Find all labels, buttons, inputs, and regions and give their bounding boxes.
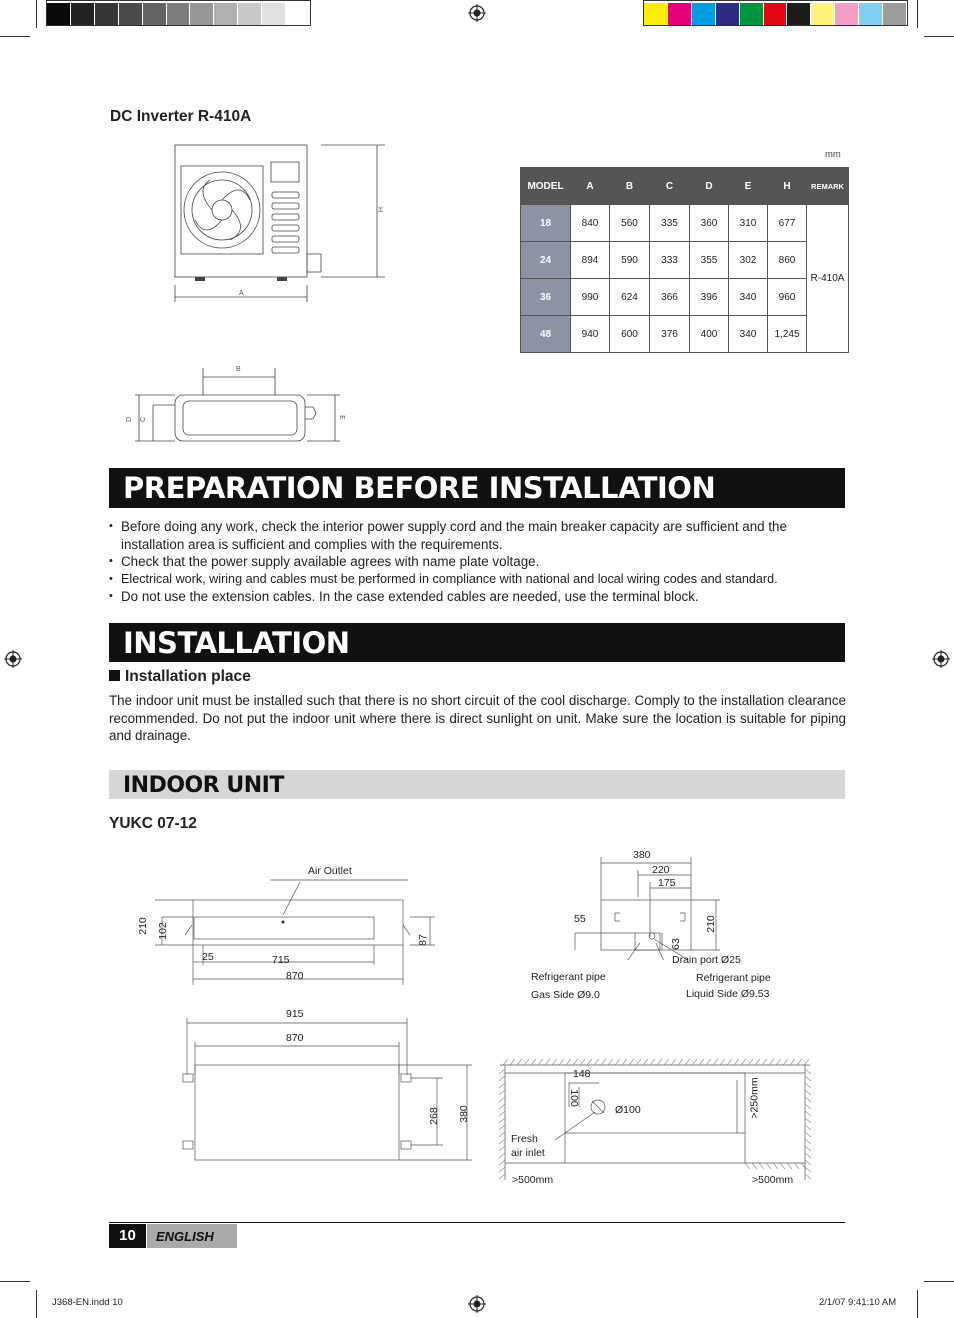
hatch-line bbox=[805, 1132, 811, 1137]
hatch-line bbox=[692, 1059, 697, 1065]
color-swatch bbox=[95, 3, 118, 25]
hatch-line bbox=[499, 1139, 505, 1144]
color-swatch bbox=[716, 3, 739, 25]
hatch-line bbox=[805, 1083, 811, 1088]
hatch-line bbox=[805, 1111, 811, 1116]
crop-mark bbox=[917, 0, 918, 28]
installation-place-label: Installation place bbox=[125, 668, 251, 685]
table-cell: 333 bbox=[650, 242, 690, 279]
footer-rule bbox=[109, 1222, 845, 1223]
color-swatch bbox=[668, 3, 691, 25]
indoor-side-drawing bbox=[570, 855, 730, 960]
outdoor-unit-top-drawing bbox=[125, 365, 350, 450]
crop-mark bbox=[917, 1290, 918, 1318]
color-swatch bbox=[787, 3, 810, 25]
hatch-line bbox=[713, 1059, 718, 1065]
hatch-line bbox=[745, 1163, 750, 1169]
list-item: • Electrical work, wiring and cables must be performed in compliance with national and local wiring codes and standard. bbox=[109, 571, 849, 589]
hatch-line bbox=[643, 1059, 648, 1065]
file-name: J368-EN.indd 10 bbox=[52, 1297, 123, 1308]
dim-175: 175 bbox=[658, 877, 676, 889]
indoor-model-heading: YUKC 07-12 bbox=[109, 815, 197, 832]
hatch-line bbox=[787, 1163, 792, 1169]
outdoor-unit-front-drawing bbox=[165, 140, 395, 305]
installation-place-heading bbox=[109, 668, 251, 686]
color-bar bbox=[643, 0, 908, 26]
gray-color-bar bbox=[46, 0, 311, 26]
hatch-line bbox=[499, 1090, 505, 1095]
table-header: E bbox=[729, 168, 768, 205]
dim-870-top: 870 bbox=[286, 1032, 304, 1044]
table-row bbox=[521, 242, 849, 279]
color-swatch bbox=[214, 3, 237, 25]
hatch-line bbox=[727, 1059, 732, 1065]
hatch-line bbox=[629, 1059, 634, 1065]
timestamp: 2/1/07 9:41:10 AM bbox=[819, 1297, 897, 1308]
color-swatch bbox=[143, 3, 166, 25]
table-cell: 1,245 bbox=[768, 316, 807, 353]
hatch-line bbox=[678, 1059, 683, 1065]
dimension-table bbox=[520, 167, 849, 353]
registration-mark-icon bbox=[4, 650, 22, 668]
hatch-line bbox=[503, 1059, 508, 1065]
table-cell: 36 bbox=[521, 279, 571, 316]
dim-268: 268 bbox=[427, 1107, 440, 1125]
table-row bbox=[521, 279, 849, 316]
dim-55: 55 bbox=[574, 913, 586, 925]
dim-148: 148 bbox=[573, 1068, 591, 1080]
hatch-line bbox=[594, 1059, 599, 1065]
language-label: ENGLISH bbox=[147, 1224, 237, 1248]
dim-715: 715 bbox=[272, 954, 290, 966]
hatch-line bbox=[720, 1059, 725, 1065]
hatch-line bbox=[805, 1097, 811, 1102]
color-swatch bbox=[71, 3, 94, 25]
table-row bbox=[521, 316, 849, 353]
hatch-line bbox=[773, 1163, 778, 1169]
dim-25: 25 bbox=[202, 951, 214, 963]
dim-63: 63 bbox=[669, 938, 682, 950]
hatch-line bbox=[657, 1059, 662, 1065]
hatch-line bbox=[587, 1059, 592, 1065]
crop-mark bbox=[0, 1281, 30, 1282]
hatch-line bbox=[748, 1059, 753, 1065]
drain-port-label: Drain port Ø25 bbox=[672, 954, 741, 966]
unit-label: mm bbox=[825, 149, 841, 160]
dim-220: 220 bbox=[652, 864, 670, 876]
table-cell: 18 bbox=[521, 205, 571, 242]
hatch-line bbox=[552, 1059, 557, 1065]
hatch-line bbox=[797, 1059, 802, 1065]
table-cell: 590 bbox=[610, 242, 650, 279]
hatch-line bbox=[805, 1146, 811, 1151]
hatch-line bbox=[573, 1059, 578, 1065]
fresh-air-label-2: air inlet bbox=[511, 1147, 545, 1159]
prep-section-title: PREPARATION BEFORE INSTALLATION bbox=[109, 468, 845, 508]
table-cell: 894 bbox=[571, 242, 610, 279]
table-header: B bbox=[610, 168, 650, 205]
indoor-top-drawing bbox=[175, 1015, 480, 1165]
list-item: • Before doing any work, check the interior power supply cord and the main breaker capacity are sufficient and the installation area is sufficient and complies with the requirements. bbox=[109, 518, 849, 553]
refrigerant-gas-size: Gas Side Ø9.0 bbox=[531, 989, 600, 1001]
color-swatch bbox=[47, 3, 70, 25]
table-header: H bbox=[768, 168, 807, 205]
hatch-line bbox=[559, 1059, 564, 1065]
hatch-line bbox=[499, 1153, 505, 1158]
table-cell: 340 bbox=[729, 316, 768, 353]
hatch-line bbox=[794, 1163, 799, 1169]
table-header: MODEL bbox=[521, 168, 571, 205]
crop-mark bbox=[36, 0, 37, 28]
hatch-line bbox=[706, 1059, 711, 1065]
registration-mark-icon bbox=[468, 1295, 486, 1313]
fresh-air-label-1: Fresh bbox=[511, 1133, 538, 1145]
dim-label-h: H bbox=[376, 206, 384, 213]
dim-210-front: 210 bbox=[136, 917, 149, 935]
hatch-line bbox=[805, 1153, 811, 1158]
table-cell: 340 bbox=[729, 279, 768, 316]
hatch-line bbox=[650, 1059, 655, 1065]
dim-label-e: E bbox=[337, 415, 345, 420]
color-swatch bbox=[119, 3, 142, 25]
hatch-line bbox=[805, 1139, 811, 1144]
indoor-section-title: INDOOR UNIT bbox=[109, 770, 845, 799]
table-row bbox=[521, 205, 849, 242]
table-cell: 355 bbox=[690, 242, 729, 279]
hatch-line bbox=[790, 1059, 795, 1065]
table-cell: 990 bbox=[571, 279, 610, 316]
dim-label-b: B bbox=[236, 366, 241, 373]
hatch-line bbox=[615, 1059, 620, 1065]
hatch-line bbox=[545, 1059, 550, 1065]
hatch-line bbox=[741, 1059, 746, 1065]
installation-section-title: INSTALLATION bbox=[109, 623, 845, 662]
clearance-right: >500mm bbox=[752, 1174, 794, 1186]
table-cell: 366 bbox=[650, 279, 690, 316]
hatch-line bbox=[499, 1160, 505, 1165]
hatch-line bbox=[524, 1059, 529, 1065]
table-cell: 48 bbox=[521, 316, 571, 353]
dim-102: 102 bbox=[156, 922, 169, 940]
hatch-line bbox=[759, 1163, 764, 1169]
hatch-line bbox=[499, 1146, 505, 1151]
hatch-line bbox=[762, 1059, 767, 1065]
hatch-line bbox=[805, 1090, 811, 1095]
crop-mark bbox=[0, 36, 30, 37]
hatch-line bbox=[499, 1069, 505, 1074]
hatch-line bbox=[499, 1167, 505, 1172]
table-cell: 860 bbox=[768, 242, 807, 279]
table-cell: 560 bbox=[610, 205, 650, 242]
page-number: 10 bbox=[109, 1224, 146, 1248]
list-item: • Do not use the extension cables. In the case extended cables are needed, use the terminal block. bbox=[109, 588, 849, 606]
hatch-line bbox=[805, 1167, 811, 1172]
refrigerant-liquid-size: Liquid Side Ø9.53 bbox=[686, 988, 770, 1000]
hatch-line bbox=[601, 1059, 606, 1065]
hatch-line bbox=[499, 1104, 505, 1109]
table-cell: 960 bbox=[768, 279, 807, 316]
color-swatch bbox=[262, 3, 285, 25]
dim-870-front: 870 bbox=[286, 970, 304, 982]
hatch-line bbox=[517, 1059, 522, 1065]
hatch-line bbox=[499, 1083, 505, 1088]
hatch-line bbox=[580, 1059, 585, 1065]
crop-mark bbox=[924, 36, 954, 37]
table-cell: 600 bbox=[610, 316, 650, 353]
hatch-line bbox=[755, 1059, 760, 1065]
table-cell: 400 bbox=[690, 316, 729, 353]
color-swatch bbox=[811, 3, 834, 25]
indoor-front-drawing bbox=[140, 870, 440, 985]
indoor-clearance-drawing bbox=[495, 1055, 815, 1185]
table-cell: 376 bbox=[650, 316, 690, 353]
color-swatch bbox=[190, 3, 213, 25]
dim-380-top: 380 bbox=[457, 1105, 470, 1123]
registration-mark-icon bbox=[932, 650, 950, 668]
phi-100-label: Ø100 bbox=[615, 1104, 641, 1116]
crop-mark bbox=[924, 1281, 954, 1282]
remark-cell: R-410A bbox=[807, 205, 849, 353]
hatch-line bbox=[671, 1059, 676, 1065]
dim-210-side: 210 bbox=[704, 915, 717, 933]
hatch-line bbox=[769, 1059, 774, 1065]
hatch-line bbox=[805, 1104, 811, 1109]
color-swatch bbox=[692, 3, 715, 25]
dim-87: 87 bbox=[416, 934, 429, 946]
color-swatch bbox=[883, 3, 906, 25]
hatch-line bbox=[636, 1059, 641, 1065]
prep-bullet-list bbox=[109, 518, 849, 606]
table-header-row bbox=[521, 168, 849, 205]
hatch-line bbox=[664, 1059, 669, 1065]
hatch-line bbox=[804, 1059, 809, 1065]
table-cell: 24 bbox=[521, 242, 571, 279]
hatch-line bbox=[752, 1163, 757, 1169]
installation-paragraph: The indoor unit must be installed such that there is no short circuit of the cool discharge. Comply to the installation clearance recommended. Do not put the indoor unit where there is direct sunlight on unit. Make sure the location is suitable for piping and drainage. bbox=[109, 693, 846, 744]
hatch-line bbox=[776, 1059, 781, 1065]
hatch-line bbox=[499, 1132, 505, 1137]
table-cell: 940 bbox=[571, 316, 610, 353]
hatch-line bbox=[531, 1059, 536, 1065]
table-header: REMARK bbox=[807, 168, 849, 205]
hatch-line bbox=[805, 1174, 811, 1179]
dim-250: >250mm bbox=[748, 1077, 761, 1119]
table-cell: 677 bbox=[768, 205, 807, 242]
hatch-line bbox=[499, 1111, 505, 1116]
dim-label-c: C bbox=[140, 416, 148, 423]
color-swatch bbox=[740, 3, 763, 25]
hatch-line bbox=[805, 1160, 811, 1165]
hatch-line bbox=[499, 1125, 505, 1130]
crop-mark bbox=[36, 1290, 37, 1318]
refrigerant-gas-label: Refrigerant pipe bbox=[531, 971, 606, 983]
color-swatch bbox=[859, 3, 882, 25]
hatch-line bbox=[608, 1059, 613, 1065]
hatch-line bbox=[685, 1059, 690, 1065]
dim-380-side: 380 bbox=[633, 849, 651, 861]
dim-label-d: D bbox=[126, 416, 134, 423]
hatch-line bbox=[510, 1059, 515, 1065]
hatch-line bbox=[622, 1059, 627, 1065]
dim-915: 915 bbox=[286, 1008, 304, 1020]
color-swatch bbox=[644, 3, 667, 25]
hatch-line bbox=[734, 1059, 739, 1065]
hatch-line bbox=[566, 1059, 571, 1065]
table-cell: 310 bbox=[729, 205, 768, 242]
hatch-line bbox=[766, 1163, 771, 1169]
hatch-line bbox=[499, 1118, 505, 1123]
hatch-line bbox=[499, 1076, 505, 1081]
hatch-line bbox=[780, 1163, 785, 1169]
hatch-line bbox=[538, 1059, 543, 1065]
hatch-line bbox=[805, 1118, 811, 1123]
color-swatch bbox=[238, 3, 261, 25]
color-swatch bbox=[835, 3, 858, 25]
table-cell: 302 bbox=[729, 242, 768, 279]
table-cell: 840 bbox=[571, 205, 610, 242]
refrigerant-liquid-label: Refrigerant pipe bbox=[696, 972, 771, 984]
dim-label-a: A bbox=[239, 290, 244, 297]
hatch-line bbox=[499, 1097, 505, 1102]
dim-100: 100 bbox=[567, 1089, 580, 1107]
table-cell: 335 bbox=[650, 205, 690, 242]
hatch-line bbox=[699, 1059, 704, 1065]
square-bullet-icon bbox=[109, 670, 120, 681]
table-cell: 624 bbox=[610, 279, 650, 316]
registration-mark-icon bbox=[468, 4, 486, 22]
clearance-left: >500mm bbox=[512, 1174, 554, 1186]
outdoor-heading: DC Inverter R-410A bbox=[110, 108, 252, 125]
color-swatch bbox=[764, 3, 787, 25]
table-cell: 396 bbox=[690, 279, 729, 316]
list-item: • Check that the power supply available agrees with name plate voltage. bbox=[109, 553, 849, 571]
hatch-line bbox=[499, 1174, 505, 1179]
table-cell: 360 bbox=[690, 205, 729, 242]
hatch-line bbox=[805, 1076, 811, 1081]
color-swatch bbox=[167, 3, 190, 25]
hatch-line bbox=[783, 1059, 788, 1065]
color-swatch bbox=[286, 3, 309, 25]
table-header: A bbox=[571, 168, 610, 205]
table-header: D bbox=[690, 168, 729, 205]
air-outlet-label: Air Outlet bbox=[308, 865, 352, 877]
table-header: C bbox=[650, 168, 690, 205]
hatch-line bbox=[805, 1125, 811, 1130]
hatch-line bbox=[805, 1069, 811, 1074]
